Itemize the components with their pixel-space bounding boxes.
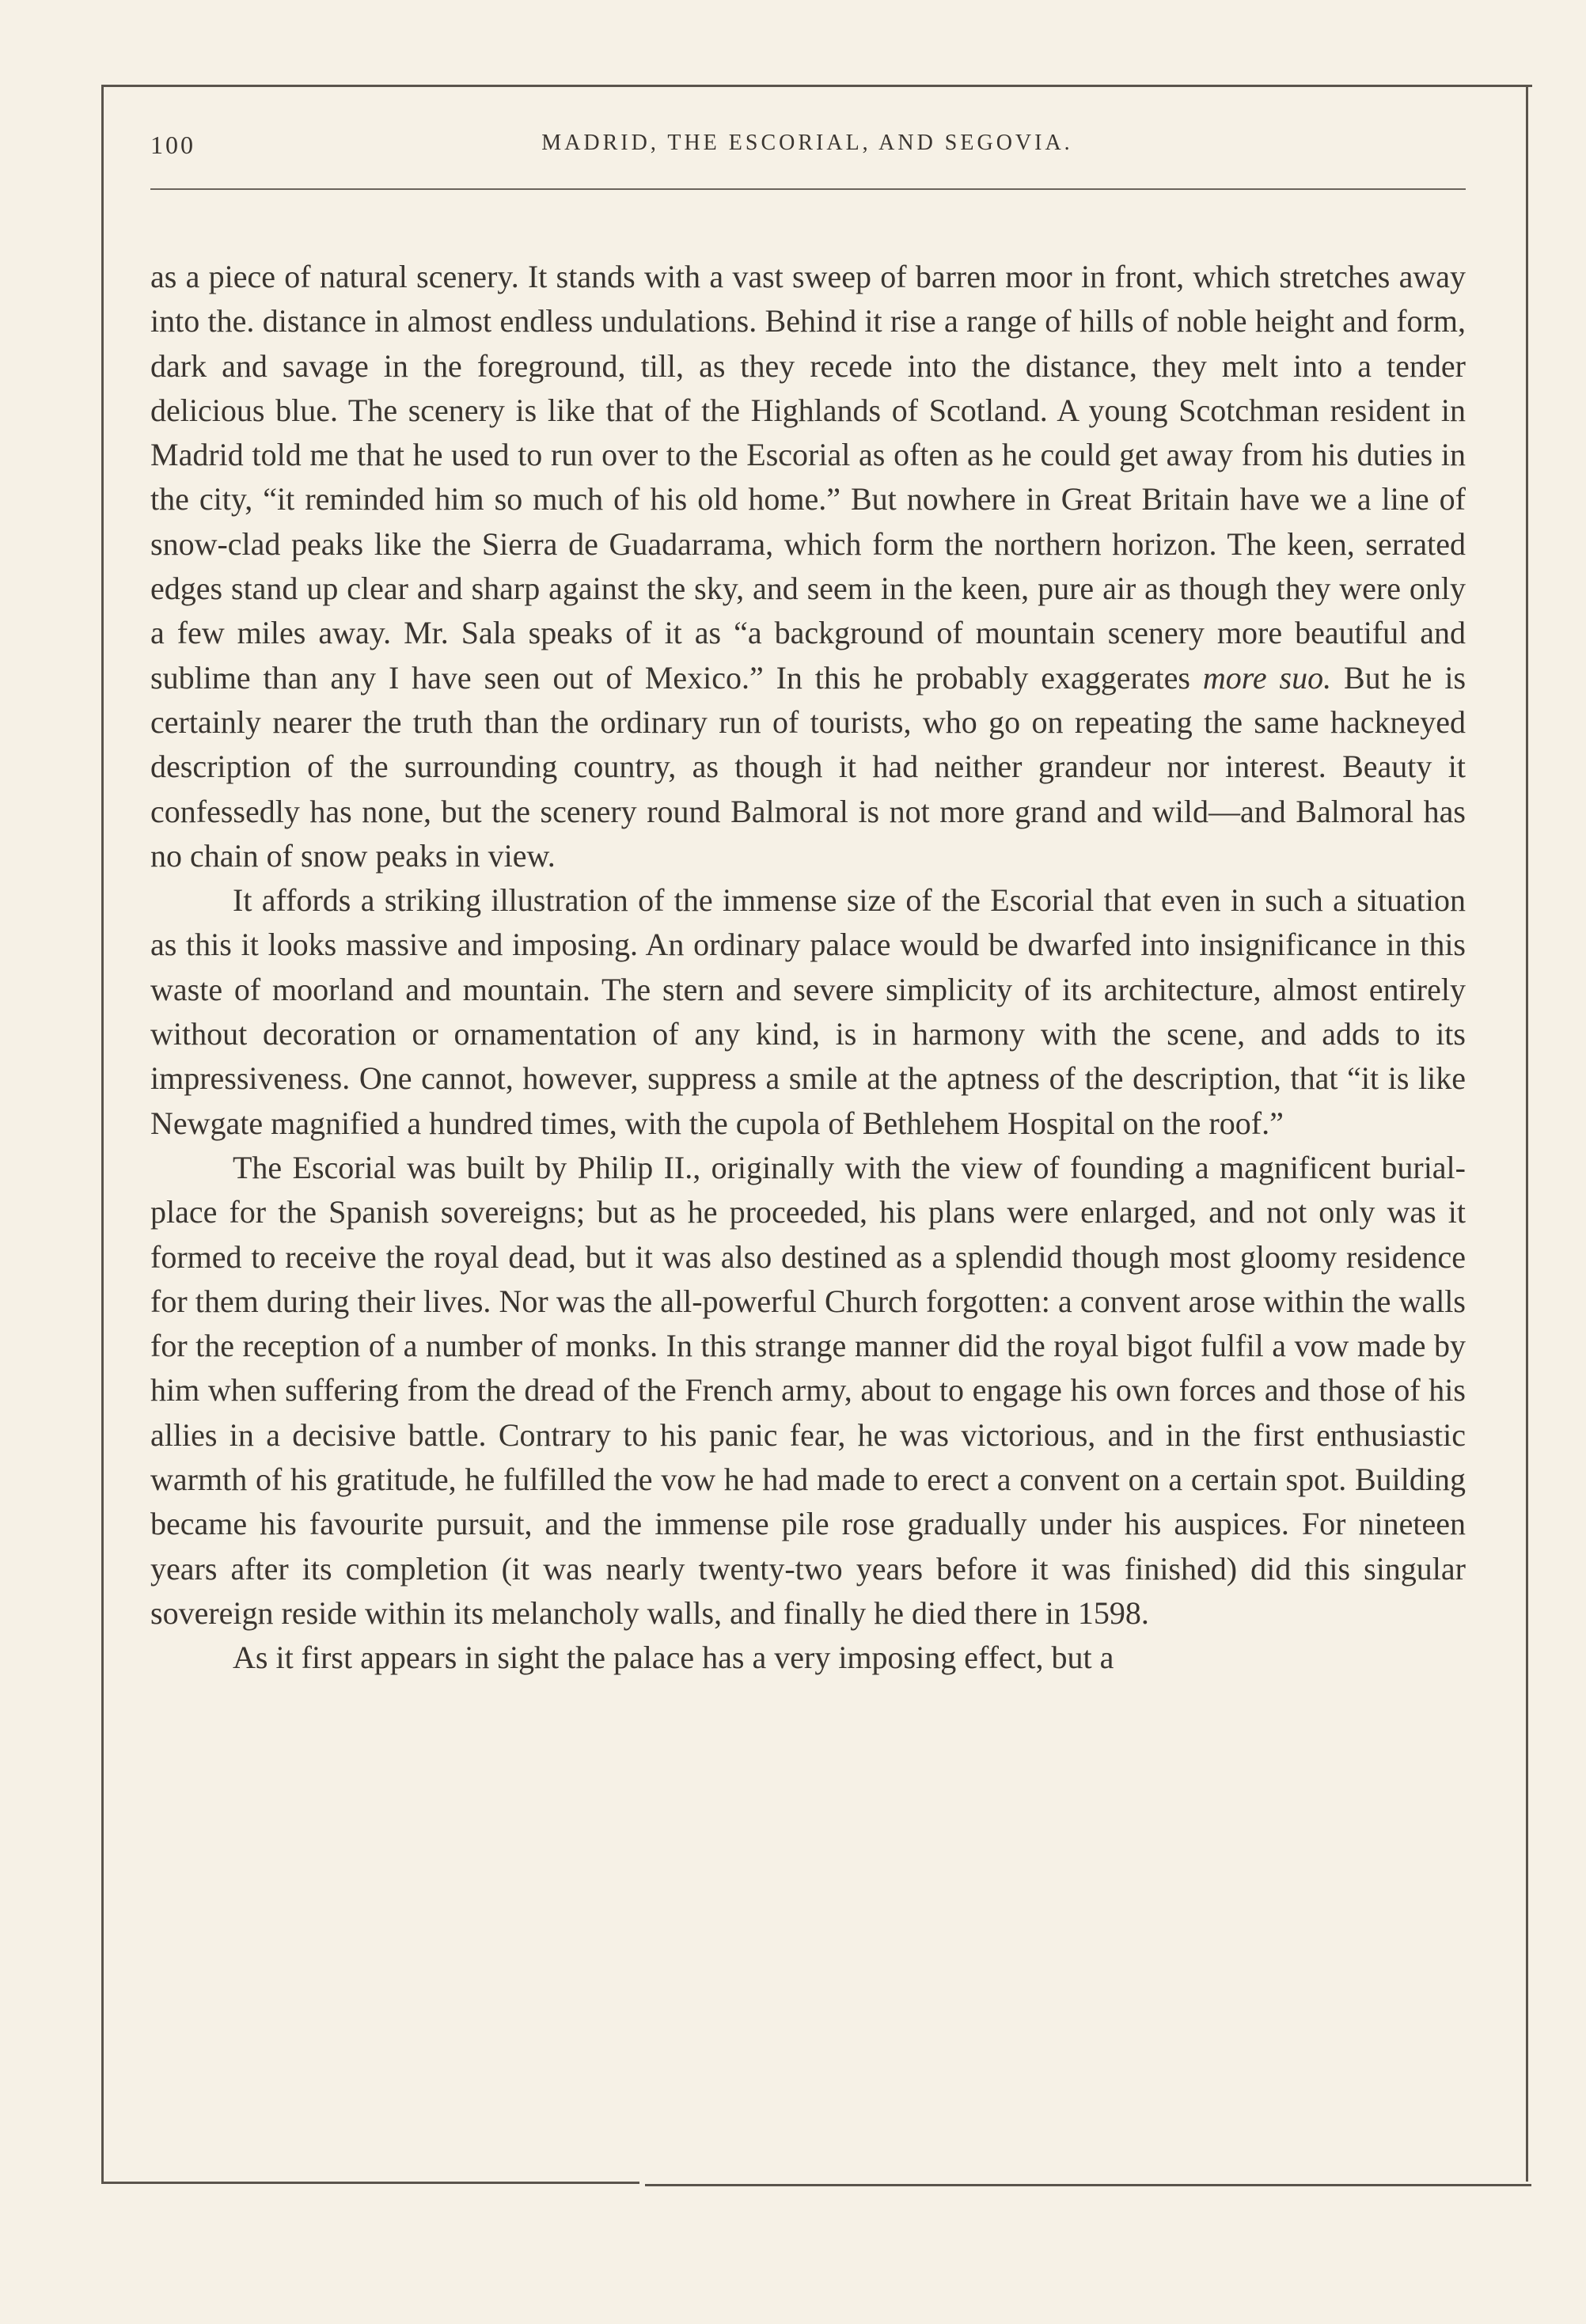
running-head: MADRID, THE ESCORIAL, AND SEGOVIA. (541, 131, 1073, 155)
paragraph-3: The Escorial was built by Philip II., originally with the view of founding a magnificent burial-place for the Spanish sovereigns; but as he proceeded, his plans were enlarged, and not only was it formed to receive the royal dead, but it was also destined as a splendid though most gloomy residence for them during their lives. Nor was the all-powerful Church forgotten: a convent arose within the walls for the reception of a number of monks. In this strange manner did the royal bigot fulfil a vow made by him when suffering from the dread of the French army, about to engage his own forces and those of his allies in a decisive battle. Contrary to his panic fear, he was victorious, and in the first enthusiastic warmth of his gratitude, he fulfilled the vow he had made to erect a convent on a certain spot. Building became his favourite pursuit, and the immense pile rose gradually under his auspices. For nineteen years after its completion (it was nearly twenty-two years before it was finished) did this singular sovereign reside within its melancholy walls, and finally he died there in 1598. (150, 1149, 1466, 1631)
header-rule (150, 188, 1466, 190)
paragraph-1 (150, 255, 1466, 878)
page-header (150, 131, 1464, 170)
paragraph-2: It affords a striking illustration of the immense size of the Escorial that even in such a situation as this it looks massive and imposing. An ordinary palace would be dwarfed into insignificance in this waste of moorland and mountain. The stern and severe simplicity of its architecture, almost entirely without decoration or ornamentation of any kind, is in harmony with the scene, and adds to its impressiveness. One cannot, however, suppress a smile at the aptness of the description, that “it is like Newgate magnified a hundred times, with the cupola of Bethlehem Hospital on the roof.” (150, 882, 1466, 1141)
paragraph-1-italic: more suo. (1202, 659, 1332, 696)
frame-rule-left (101, 85, 104, 2182)
frame-rule-bottom-left (101, 2182, 639, 2184)
frame-rule-top (101, 85, 1532, 87)
paragraph-1-text-b: But he is certainly nearer the truth than the ordinary run of tourists, who go on repeating the same hackneyed description of the surrounding country, as though it had neither grandeur nor interest. Beauty it confessedly has none, but the scenery round Balmoral is not more grand and wild—and Balmoral has no chain of snow peaks in view. (150, 659, 1466, 874)
frame-rule-right (1526, 85, 1528, 2182)
paragraph-1-text-a: as a piece of natural scenery. It stands with a vast sweep of barren moor in front, which stretches away into the. distance in almost endless undulations. Behind it rise a range of hills of noble height and form, dark and savage in the foreground, till, as they recede into the distance, they melt into a tender delicious blue. The scenery is like that of the Highlands of Scotland. A young Scotchman resident in Madrid told me that he used to run over to the Escorial as often as he could get away from his duties in the city, “it reminded him so much of his old home.” But nowhere in Great Britain have we a line of snow-clad peaks like the Sierra de Guadarrama, which form the northern horizon. The keen, serrated edges stand up clear and sharp against the sky, and seem in the keen, pure air as though they were only a few miles away. Mr. Sala speaks of it as “a background of mountain scenery more beautiful and sublime than any I have seen out of Mexico.” In this he probably exaggerates (150, 259, 1466, 696)
body-text (150, 255, 1466, 1681)
frame-rule-bottom-right (645, 2184, 1531, 2186)
page-number: 100 (150, 131, 195, 159)
paragraph-4: As it first appears in sight the palace has a very imposing effect, but a (233, 1640, 1114, 1676)
